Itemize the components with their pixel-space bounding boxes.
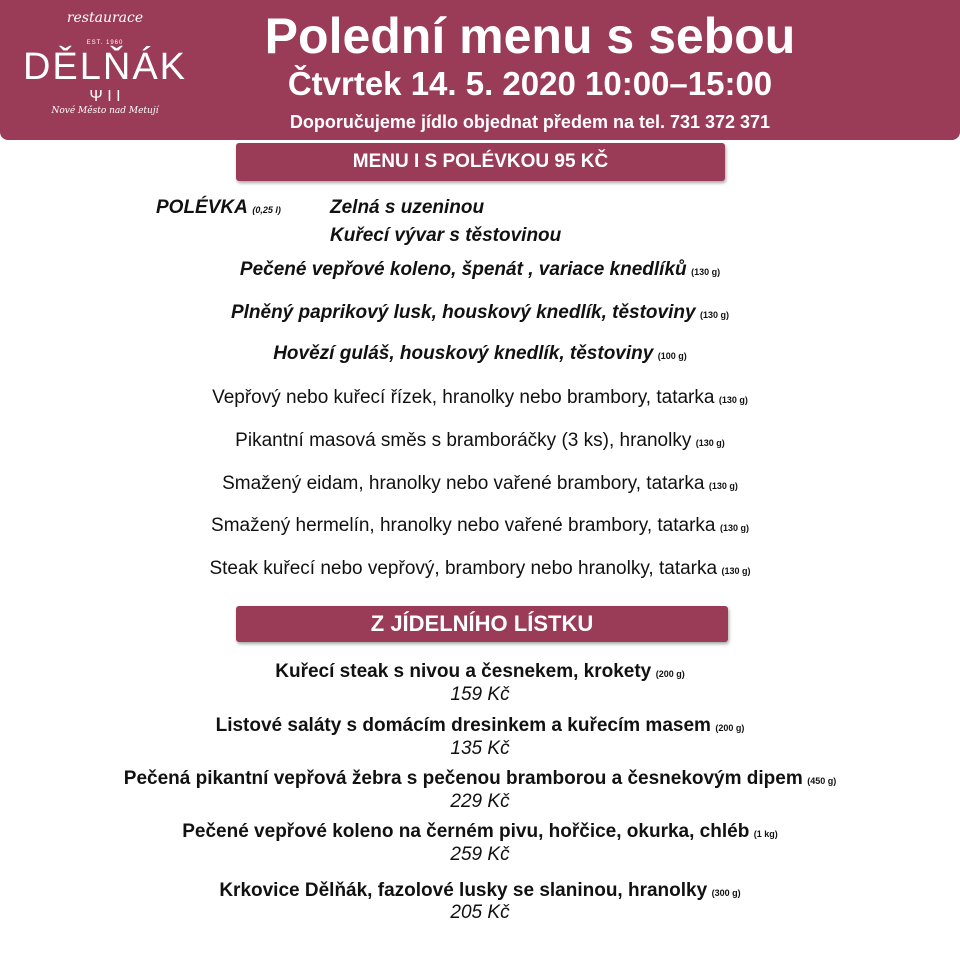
menu-item-weight: (130 g) — [708, 481, 738, 491]
menu-item-price: 205 Kč — [450, 902, 510, 923]
menu-item-name: Plněný paprikový lusk, houskový knedlík, těstoviny — [230, 302, 696, 323]
menu-item — [0, 259, 960, 281]
menu-item — [0, 715, 960, 737]
menu-item — [0, 558, 960, 580]
logo-est: EST. 1960 — [86, 40, 124, 46]
menu-item — [0, 880, 960, 902]
menu-item-name: Pečené vepřové koleno na černém pivu, hořčice, okurka, chléb — [182, 821, 750, 842]
header-banner — [0, 0, 960, 140]
soup-label — [156, 197, 281, 219]
menu-item-name: Listové saláty s domácím dresinkem a kuřecím masem — [215, 715, 711, 736]
menu-item-name: Pečené vepřové koleno, špenát , variace knedlíků — [239, 259, 687, 280]
soup-item: Zelná s uzeninou — [330, 197, 485, 218]
menu-item-name: Pikantní masová směs s bramboráčky (3 ks), hranolky — [235, 430, 692, 451]
menu-item — [0, 302, 960, 324]
menu-item-weight: (130 g) — [691, 267, 721, 277]
menu1-heading: MENU I S POLÉVKOU 95 KČ — [236, 143, 725, 181]
menu-item-name: Smažený eidam, hranolky nebo vařené brambory, tatarka — [222, 473, 705, 494]
menu-item-name: Krkovice Dělňák, fazolové lusky se slaninou, hranolky — [219, 880, 708, 901]
logo-name: DĚLŇÁK — [22, 46, 188, 88]
menu-item — [0, 430, 960, 452]
menu-item-weight: (1 kg) — [753, 829, 778, 839]
logo-script-top: restaurace — [66, 10, 144, 26]
menu-item — [0, 473, 960, 495]
menu-item-price: 229 Kč — [450, 791, 510, 812]
menu-item — [0, 343, 960, 365]
menu-item — [0, 387, 960, 409]
menu-item-weight: (130 g) — [719, 523, 749, 533]
menu-item-weight: (130 g) — [700, 310, 730, 320]
menu-item-price: 135 Kč — [450, 738, 510, 759]
page-title: Polední menu s sebou — [264, 8, 796, 64]
soup-item: Kuřecí vývar s těstovinou — [330, 225, 562, 246]
soup-label-text: POLÉVKA — [156, 197, 248, 218]
menu-item-weight: (100 g) — [657, 351, 687, 361]
menu-date: Čtvrtek 14. 5. 2020 10:00–15:00 — [287, 65, 773, 102]
menu-item-weight: (130 g) — [718, 395, 748, 405]
menu-item-weight: (200 g) — [715, 723, 745, 733]
logo-script-bottom: Nové Město nad Metují — [51, 106, 159, 116]
menu-item-weight: (450 g) — [807, 776, 837, 786]
menu-item — [0, 515, 960, 537]
menu-item-name: Smažený hermelín, hranolky nebo vařené brambory, tatarka — [211, 515, 716, 536]
menu-item-weight: (130 g) — [695, 438, 725, 448]
menu-item-name: Vepřový nebo kuřecí řízek, hranolky nebo brambory, tatarka — [212, 387, 715, 408]
menu2-heading: Z JÍDELNÍHO LÍSTKU — [236, 606, 728, 642]
soup-qty: (0,25 l) — [252, 205, 281, 215]
menu-item-name: Hovězí guláš, houskový knedlík, těstoviny — [273, 343, 654, 364]
menu-item-price: 159 Kč — [450, 684, 510, 705]
menu-item-price: 259 Kč — [450, 844, 510, 865]
order-note: Doporučujeme jídlo objednat předem na tel. 731 372 371 — [289, 112, 771, 132]
menu-item-weight: (200 g) — [655, 669, 685, 679]
menu-item — [0, 661, 960, 683]
restaurant-logo — [20, 6, 190, 134]
menu-item-name: Pečená pikantní vepřová žebra s pečenou bramborou a česnekovým dipem — [123, 768, 803, 789]
menu-item — [0, 821, 960, 843]
menu-item — [0, 768, 960, 790]
menu-item-weight: (300 g) — [711, 888, 741, 898]
menu-item-name: Kuřecí steak s nivou a česnekem, krokety — [275, 661, 652, 682]
cutlery-icon: Ψ Ι Ι — [89, 88, 121, 105]
menu-item-weight: (130 g) — [721, 566, 751, 576]
menu-item-name: Steak kuřecí nebo vepřový, brambory nebo hranolky, tatarka — [209, 558, 718, 579]
